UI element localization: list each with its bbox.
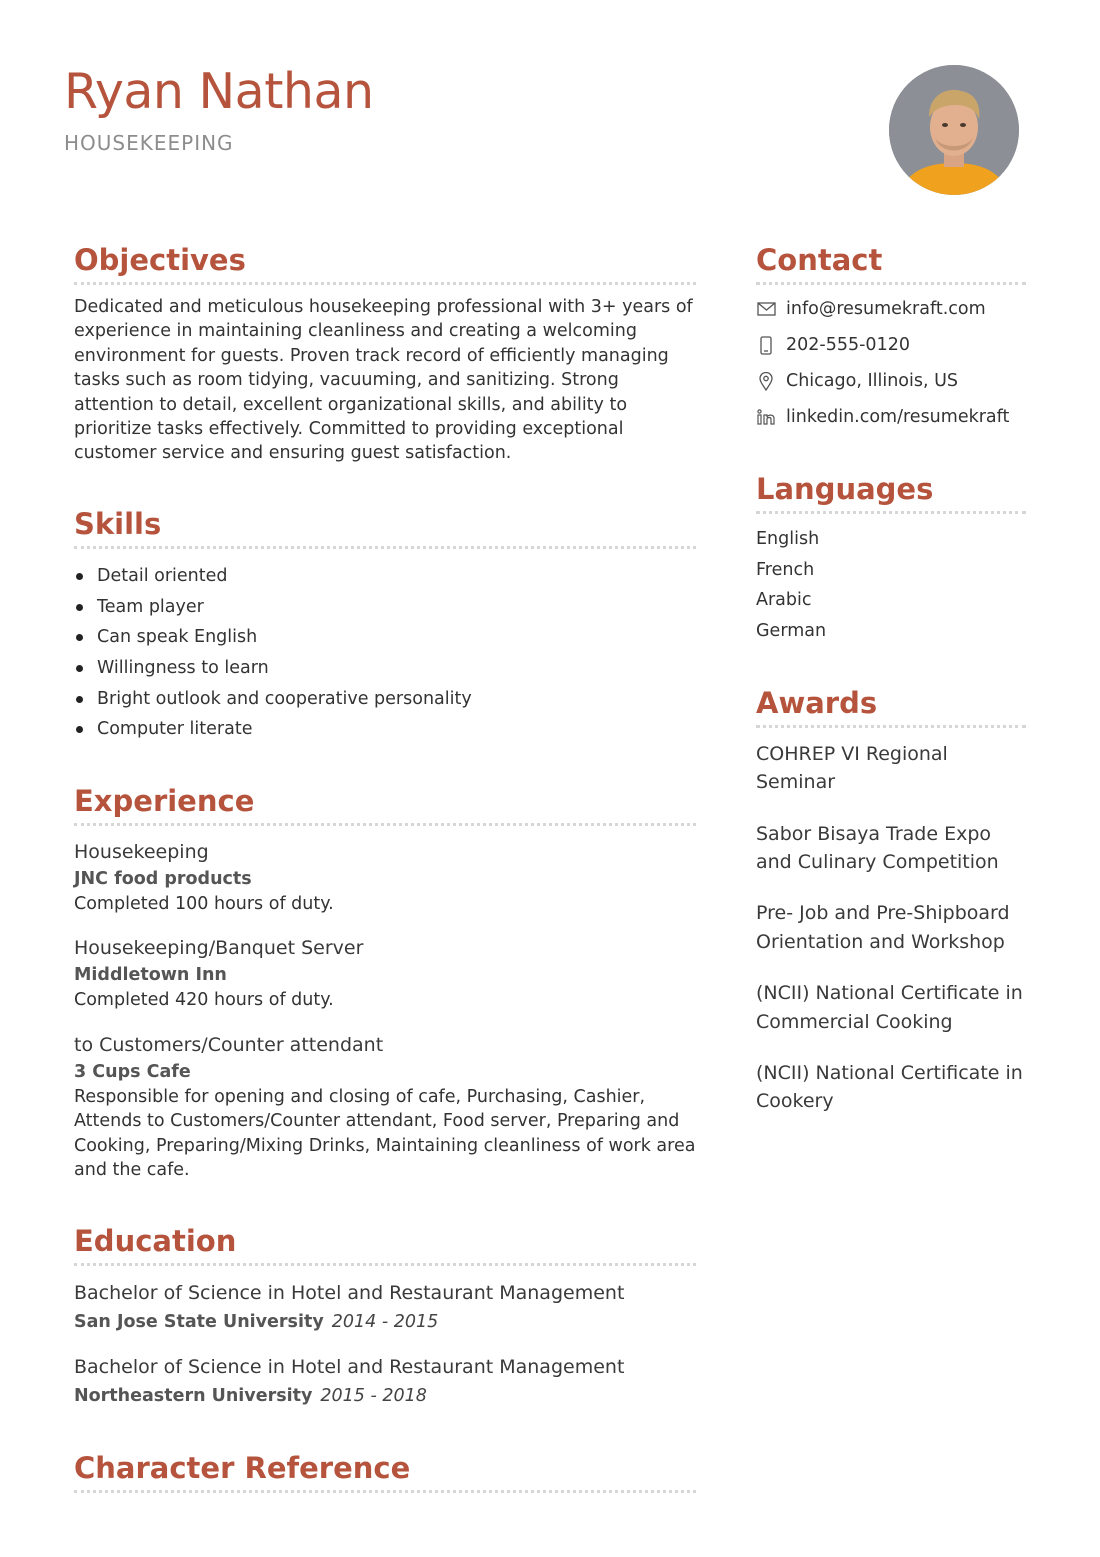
skill-label: Bright outlook and cooperative personality <box>97 688 472 709</box>
school-name: Northeastern University <box>74 1385 313 1406</box>
job-description: Responsible for opening and closing of cafe, Purchasing, Cashier, Attends to Customers/Counter attendant, Food server, Preparing and Cooking, Preparing/Mixing Drinks, Maintaining cleanliness of work area and the cafe. <box>74 1086 696 1181</box>
reference-section <box>74 1448 696 1493</box>
objectives-section <box>74 240 696 466</box>
avatar <box>889 65 1019 195</box>
award-item: Sabor Bisaya Trade Expo and Culinary Competition <box>756 822 999 874</box>
objectives-heading: Objectives <box>74 240 696 285</box>
bullet-icon <box>76 604 83 611</box>
school-name: San Jose State University <box>74 1311 324 1332</box>
bullet-icon <box>76 665 83 672</box>
skill-item <box>74 622 696 653</box>
education-heading: Education <box>74 1221 696 1266</box>
bullet-icon <box>76 573 83 580</box>
language-item: Arabic <box>756 590 812 611</box>
skill-item <box>74 592 696 623</box>
job-description: Completed 100 hours of duty. <box>74 894 334 915</box>
experience-item <box>74 838 696 916</box>
languages-section <box>756 469 1026 647</box>
experience-section <box>74 781 696 1182</box>
experience-heading: Experience <box>74 781 696 826</box>
contact-location <box>756 363 1026 399</box>
experience-item <box>74 1031 696 1183</box>
contact-email[interactable] <box>756 291 1026 327</box>
job-description: Completed 420 hours of duty. <box>74 990 334 1011</box>
reference-heading: Character Reference <box>74 1448 696 1493</box>
job-organization: JNC food products <box>74 869 252 890</box>
contact-linkedin[interactable] <box>756 399 1026 435</box>
job-title: Housekeeping <box>74 841 209 864</box>
contact-section <box>756 240 1026 435</box>
skills-list <box>74 561 696 745</box>
award-item: (NCII) National Certificate in Cookery <box>756 1062 1023 1113</box>
right-column <box>756 240 1026 1116</box>
skill-item <box>74 653 696 684</box>
phone-text: 202-555-0120 <box>786 335 910 355</box>
job-role: HOUSEKEEPING <box>64 131 234 155</box>
skill-item <box>74 561 696 592</box>
experience-item <box>74 934 696 1012</box>
candidate-name: Ryan Nathan <box>64 63 374 120</box>
skill-label: Can speak English <box>97 627 258 648</box>
education-section <box>74 1221 696 1410</box>
linkedin-text: linkedin.com/resumekraft <box>786 407 1010 427</box>
skill-label: Computer literate <box>97 719 253 740</box>
awards-list <box>756 740 1026 1116</box>
location-text: Chicago, Illinois, US <box>786 371 959 391</box>
bullet-icon <box>76 696 83 703</box>
avatar-illustration <box>889 65 1019 195</box>
languages-heading: Languages <box>756 469 1026 514</box>
bullet-icon <box>76 634 83 641</box>
awards-section <box>756 683 1026 1116</box>
education-item <box>74 1278 696 1336</box>
envelope-icon <box>756 299 776 319</box>
mobile-phone-icon <box>756 335 776 355</box>
degree-title: Bachelor of Science in Hotel and Restaurant Management <box>74 1355 625 1378</box>
skills-section <box>74 504 696 745</box>
awards-heading: Awards <box>756 683 1026 728</box>
languages-list <box>756 524 1026 647</box>
award-item: Pre- Job and Pre-Shipboard Orientation and Workshop <box>756 902 1010 953</box>
contact-phone[interactable] <box>756 327 1026 363</box>
award-item: COHREP VI Regional Seminar <box>756 742 948 794</box>
contact-heading: Contact <box>756 240 1026 285</box>
email-text: info@resumekraft.com <box>786 299 986 319</box>
education-item <box>74 1352 696 1410</box>
contact-list <box>756 291 1026 435</box>
skill-item <box>74 684 696 715</box>
job-title: to Customers/Counter attendant <box>74 1033 384 1056</box>
skill-label: Detail oriented <box>97 565 228 586</box>
objective-text: Dedicated and meticulous housekeeping professional with 3+ years of experience in maintaining cleanliness and creating a welcoming environment for guests. Proven track record of efficiently managing tasks such as room tidying, vacuuming, and sanitizing. Strong attention to detail, excellent organizational skills, and ability to prioritize tasks effectively. Committed to providing exceptional customer service and ensuring guest satisfaction. <box>74 297 693 464</box>
language-item: English <box>756 529 820 549</box>
skill-label: Team player <box>97 596 204 617</box>
skill-item <box>74 714 696 745</box>
study-years: 2015 - 2018 <box>320 1385 427 1406</box>
degree-title: Bachelor of Science in Hotel and Restaurant Management <box>74 1281 625 1304</box>
award-item: (NCII) National Certificate in Commercial Cooking <box>756 982 1023 1033</box>
job-organization: 3 Cups Cafe <box>74 1061 191 1082</box>
map-pin-icon <box>756 371 776 391</box>
bullet-icon <box>76 726 83 733</box>
language-item: German <box>756 621 827 642</box>
linkedin-icon <box>756 407 776 427</box>
skills-heading: Skills <box>74 504 696 549</box>
language-item: French <box>756 559 815 580</box>
job-title: Housekeeping/Banquet Server <box>74 937 364 960</box>
left-column <box>74 240 696 1493</box>
study-years: 2014 - 2015 <box>331 1311 439 1332</box>
job-organization: Middletown Inn <box>74 965 227 986</box>
skill-label: Willingness to learn <box>97 657 269 678</box>
